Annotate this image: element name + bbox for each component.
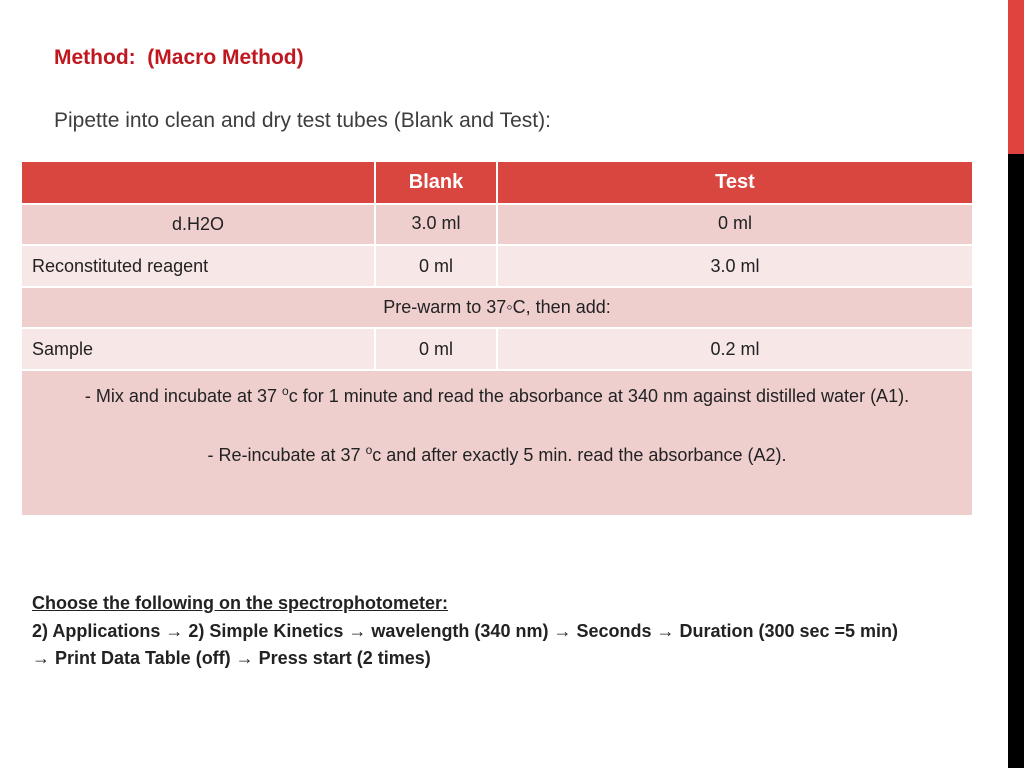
- cell-sample-blank: 0 ml: [375, 328, 497, 370]
- method-table: [22, 162, 972, 517]
- note-gap: [38, 410, 956, 436]
- note-incubate-post: c for 1 minute and read the absorbance at 340 nm against distilled water (A1).: [288, 386, 910, 406]
- note-reincubate-pre: - Re-incubate at 37: [207, 445, 366, 465]
- cell-sample-test: 0.2 ml: [497, 328, 972, 370]
- header-cell-test: Test: [497, 162, 972, 204]
- note-incubate-pre: - Mix and incubate at 37: [84, 386, 283, 406]
- row-label-water: d.H2O: [22, 204, 375, 245]
- table-row-notes: [22, 370, 972, 516]
- row-label-sample: Sample: [22, 328, 375, 370]
- notes-cell: [22, 370, 972, 516]
- spectrophotometer-instructions: [32, 590, 1002, 673]
- method-heading: Method: (Macro Method): [54, 46, 304, 69]
- note-reincubate: [38, 436, 956, 469]
- table-row-prewarm: [22, 287, 972, 328]
- instructions-title: Choose the following on the spectrophotometer:: [32, 593, 448, 613]
- cell-reagent-test: 3.0 ml: [497, 245, 972, 287]
- instructions-line-1: 2) Applications → 2) Simple Kinetics → wavelength (340 nm) → Seconds → Duration (300 sec =5 min): [32, 620, 899, 641]
- intro-text: Pipette into clean and dry test tubes (Blank and Test):: [54, 109, 551, 132]
- note-incubate: [38, 377, 956, 410]
- note-reincubate-sup: o: [365, 443, 373, 457]
- table-header-row: [22, 162, 972, 204]
- table-row-sample: [22, 328, 972, 370]
- cell-reagent-blank: 0 ml: [375, 245, 497, 287]
- table-row-water: [22, 204, 972, 245]
- header-cell-blank: Blank: [375, 162, 497, 204]
- note-reincubate-post: c and after exactly 5 min. read the absorbance (A2).: [372, 445, 787, 465]
- instructions-line-2: → Print Data Table (off) → Press start (2 times): [32, 648, 431, 668]
- accent-bar-black: [1008, 154, 1024, 768]
- accent-bar-red: [1008, 0, 1024, 154]
- note-incubate-sup: o: [282, 384, 289, 398]
- cell-water-blank: 3.0 ml: [375, 204, 497, 245]
- header-cell-empty: [22, 162, 375, 204]
- prewarm-cell: Pre-warm to 37◦C, then add:: [22, 287, 972, 328]
- row-label-reagent: Reconstituted reagent: [22, 245, 375, 287]
- table-row-reagent: [22, 245, 972, 287]
- cell-water-test: 0 ml: [497, 204, 972, 245]
